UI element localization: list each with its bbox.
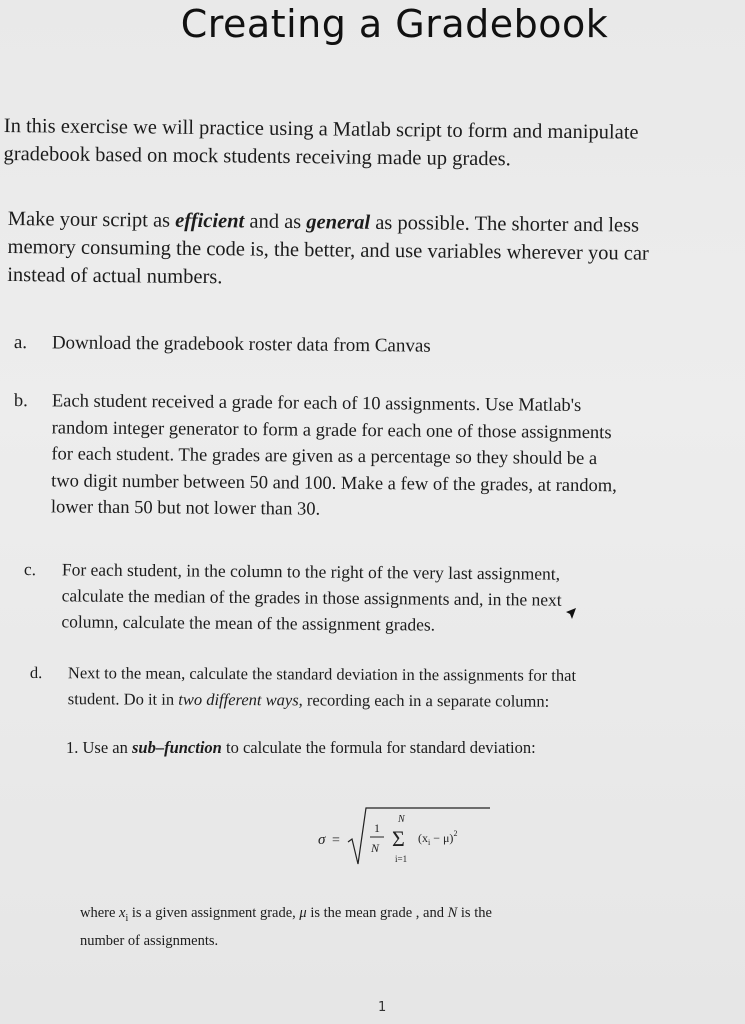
formula-denominator: N [371,841,380,855]
list-item-line: lower than 50 but not lower than 30. [50,497,321,520]
guidance-line-2: memory consuming the code is, the better, and use variables wherever you car [7,235,649,265]
variable-x: x [119,905,126,921]
sub-item-1 [66,738,536,758]
emphasis-general: general [306,211,371,234]
guidance-text: and as [244,210,307,234]
list-item-line: calculate the median of the grades in those assignments and, in the next [61,585,562,610]
formula-numerator: 1 [374,821,380,835]
mouse-cursor-icon [563,607,577,621]
formula-equals: = [332,833,340,848]
variable-mu: μ [299,905,307,921]
page-title: Creating a Gradebook [180,2,609,46]
guidance-text: Make your script as [7,207,176,232]
formula-sum-upper: N [398,814,405,825]
text-span: student. Do it in [67,689,179,709]
emphasis-two-ways: two different ways [178,689,299,710]
list-item-line: random integer generator to form a grade for each one of those assignments [51,417,612,443]
guidance-paragraph [7,205,649,296]
list-marker: a. [13,331,28,354]
explanation-line-1 [80,902,492,930]
page-number: 1 [378,1000,387,1015]
list-marker: c. [23,558,37,580]
emphasis-sub-function: sub–function [131,738,222,757]
formula-term: $(x_i - \mu)^2$ [418,829,458,847]
text-span: is a given assignment grade, [128,905,300,921]
list-item-text [61,556,562,638]
text-span: is the mean grade , and [306,905,448,921]
text-span: , recording each in a separate column: [298,690,550,711]
guidance-line-3: instead of actual numbers. [7,263,223,289]
list-marker: b. [13,390,28,412]
list-item-line: for each student. The grades are given as a percentage so they should be a [51,444,598,470]
list-item-text [68,660,576,715]
formula-sum-symbol: Σ [392,826,405,851]
text-span: where [80,905,120,921]
list-item-text: Download the gradebook roster data from Canvas [51,332,431,357]
variable-n: N [447,905,458,921]
text-span: 1. Use an [66,738,132,757]
list-item-text [51,388,618,525]
formula-sum-lower: i=1 [395,854,408,864]
list-item-line: Next to the mean, calculate the standard deviation in the assignments for that [67,663,577,685]
formula-explanation [80,902,492,952]
list-item-line: For each student, in the column to the right of the very last assignment, [61,559,561,584]
intro-line-2: gradebook based on mock students receiving made up grades. [3,142,511,171]
explanation-line-2: number of assignments. [80,932,219,949]
list-item-line [68,686,576,715]
formula-sigma: σ [318,832,326,848]
list-item-line: two digit number between 50 and 100. Make a few of the grades, at random, [51,470,617,496]
intro-line-1: In this exercise we will practice using a Matlab script to form and manipulate [3,114,639,144]
intro-paragraph [3,112,638,175]
text-span: is the [457,905,492,921]
guidance-text: as possible. The shorter and less [370,211,640,237]
std-deviation-formula [318,806,498,876]
emphasis-efficient: efficient [175,209,245,233]
list-item-line: column, calculate the mean of the assignment grades. [61,611,436,635]
variable-subscript: i [125,912,129,924]
text-span: to calculate the formula for standard deviation: [221,738,536,757]
list-item-line: Each student received a grade for each of 10 assignments. Use Matlab's [51,391,582,416]
list-marker: d. [29,662,43,683]
